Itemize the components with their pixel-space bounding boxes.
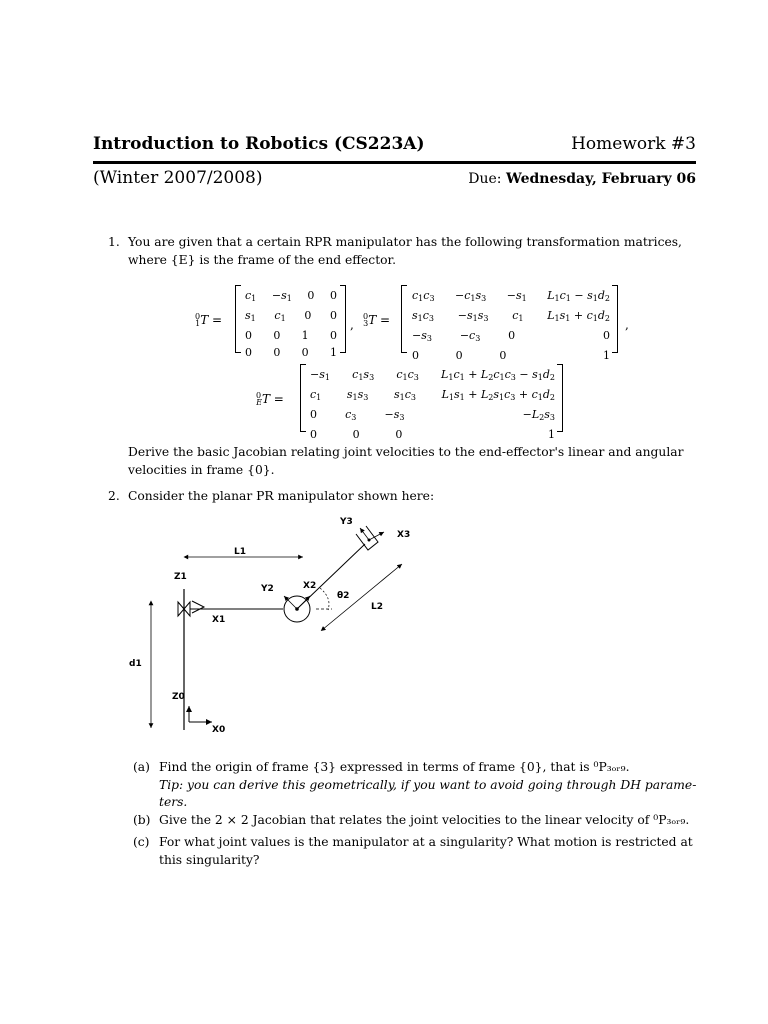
derive-line2: velocities in frame {0}. (128, 462, 275, 477)
label-z1: Z1 (174, 572, 187, 582)
label-l2: L2 (371, 602, 383, 612)
part-a-tip2: ters. (159, 795, 188, 809)
label-d1: d1 (129, 659, 142, 669)
course-title: Introduction to Robotics (CS223A) (93, 134, 425, 154)
label-x3: X3 (397, 530, 411, 540)
problem-1-derive (108, 444, 698, 479)
part-b (133, 812, 699, 830)
header-rule (93, 161, 696, 164)
label-y2: Y2 (261, 584, 274, 594)
part-c-text: For what joint values is the manipulator at a singularity? What motion is restricted at (159, 835, 693, 849)
label-l1: L1 (234, 547, 246, 557)
derive-line1: Derive the basic Jacobian relating joint velocities to the end-effector's linear and angular (128, 445, 684, 459)
part-b-text: Give the 2 × 2 Jacobian that relates the joint velocities to the linear velocity of ⁰P₃ₒᵣ₉. (159, 813, 690, 827)
term: (Winter 2007/2008) (93, 168, 263, 188)
manipulator-diagram (120, 510, 430, 740)
due-date: Wednesday, February 06 (505, 171, 696, 187)
part-a (133, 759, 699, 809)
part-b-label: (b) (133, 813, 151, 827)
problem-1-number: 1. (108, 235, 120, 249)
problem-1-text-line1: You are given that a certain RPR manipulator has the following transformation matrices, (128, 235, 682, 249)
problem-2-text: Consider the planar PR manipulator shown here: (128, 489, 435, 503)
problem-2-number: 2. (108, 489, 120, 503)
label-z0: Z0 (172, 692, 185, 702)
due-line (468, 171, 696, 187)
problem-1-text-line2: where {E} is the frame of the end effector. (128, 252, 396, 267)
homework-number: Homework #3 (571, 134, 696, 154)
link-2 (297, 544, 365, 609)
problem-1 (108, 234, 698, 269)
label-x1: X1 (212, 615, 226, 625)
label-y3: Y3 (340, 517, 353, 527)
part-c-label: (c) (133, 835, 150, 849)
label-theta2: θ2 (337, 591, 350, 601)
problem-2 (108, 488, 698, 506)
part-c-text2: this singularity? (159, 852, 260, 867)
label-x2: X2 (303, 581, 317, 591)
part-c (133, 834, 699, 867)
part-a-label: (a) (133, 760, 150, 774)
due-label: Due: (468, 171, 502, 187)
part-a-text: Find the origin of frame {3} expressed in terms of frame {0}, that is ⁰P₃ₒᵣ₉. (159, 760, 630, 774)
label-x0: X0 (212, 725, 226, 735)
part-a-tip1: Tip: you can derive this geometrically, if you want to avoid going through DH parame- (159, 777, 697, 792)
